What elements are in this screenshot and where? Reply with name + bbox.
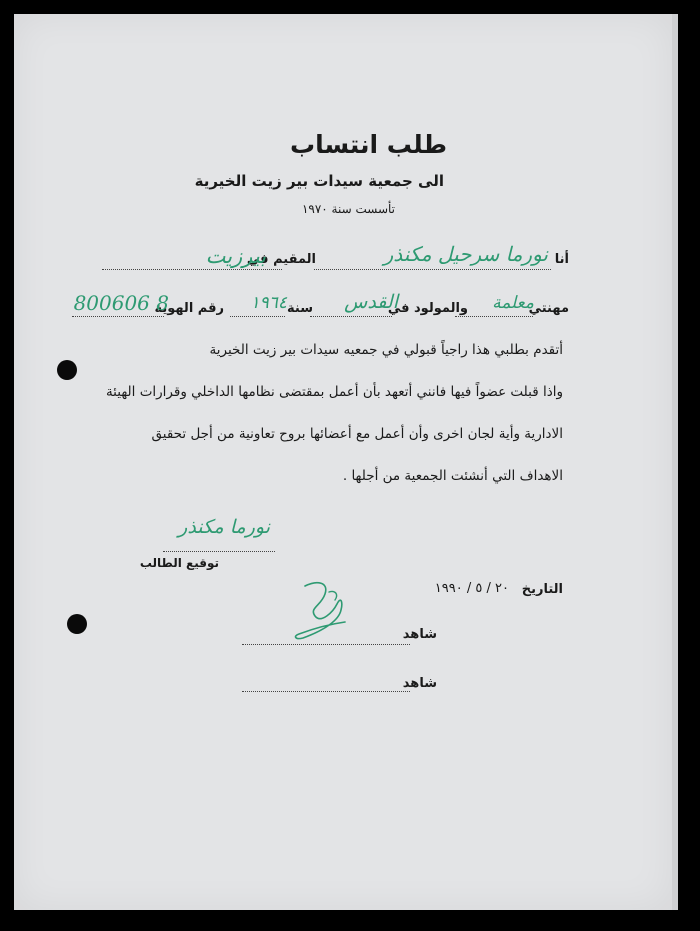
punch-hole-top bbox=[57, 360, 77, 380]
id-number-value: 800606 8 bbox=[73, 291, 169, 315]
year-label: سنة bbox=[287, 301, 313, 316]
name-value: نورما سرحيل مكنذر bbox=[383, 242, 548, 266]
profession-value: معلمة bbox=[492, 293, 534, 313]
body-line-2: واذا قبلت عضواً فيها فانني أتعهد بأن أعمل بمقتضى نظامها الداخلي وقرارات الهيئة bbox=[105, 384, 563, 400]
name-field-line bbox=[314, 269, 551, 270]
punch-hole-bottom bbox=[67, 614, 87, 634]
born-place-value: القدس bbox=[344, 291, 398, 313]
witness-signature-scribble bbox=[285, 578, 355, 644]
birth-year-value: ١٩٦٤ bbox=[250, 293, 287, 313]
date-value: ٢٠ / ٥ / ١٩٩٠ bbox=[434, 581, 509, 596]
body-line-4: الاهداف التي أنشئت الجمعية من أجلها . bbox=[342, 468, 563, 484]
ana-label: أنا bbox=[554, 252, 569, 267]
body-line-3: الادارية وأية لجان اخرى وأن أعمل مع أعضائها بروح تعاونية من أجل تحقيق bbox=[151, 426, 563, 442]
signature-line bbox=[163, 551, 275, 552]
page-edge bbox=[672, 14, 678, 910]
body-line-1: أتقدم بطلبي هذا راجياً قبولي في جمعيه سيدات بير زيت الخيرية bbox=[209, 342, 563, 358]
resident-label: المقيم في bbox=[246, 252, 316, 267]
witness-2-label: شاهد bbox=[402, 676, 437, 691]
witness-2-line bbox=[242, 691, 410, 692]
form-subtitle: الى جمعية سيدات بير زيت الخيرية bbox=[194, 172, 444, 190]
born-field-line bbox=[310, 316, 392, 317]
applicant-signature: نورما مكنذر bbox=[178, 516, 270, 538]
profession-field-line bbox=[455, 316, 533, 317]
founded-year: تأسست سنة ١٩٧٠ bbox=[301, 202, 395, 216]
witness-1-label: شاهد bbox=[402, 627, 437, 642]
id-label: رقم الهوية bbox=[154, 301, 224, 316]
profession-label: مهنتي bbox=[528, 301, 569, 316]
witness-1-line bbox=[242, 644, 410, 645]
date-label: التاريخ bbox=[521, 582, 563, 597]
id-field-line bbox=[72, 316, 164, 317]
resident-value: بيرزيت bbox=[205, 244, 266, 268]
resident-field-line bbox=[102, 269, 282, 270]
born-label: والمولود في bbox=[387, 301, 468, 316]
form-title: طلب انتساب bbox=[289, 130, 447, 159]
signature-label: توقيع الطالب bbox=[139, 556, 219, 570]
year-field-line bbox=[230, 316, 285, 317]
